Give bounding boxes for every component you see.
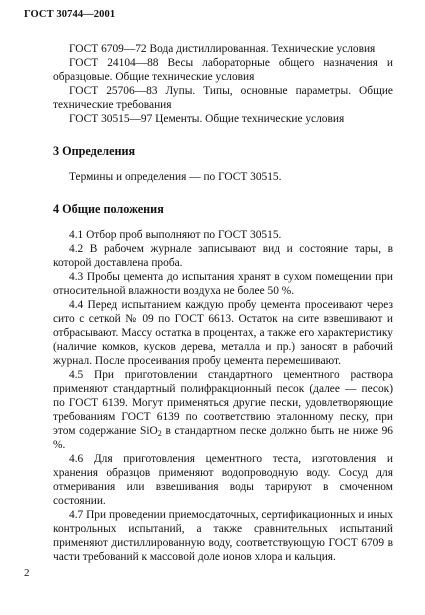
clause-4-5-text-b: в стандартном песке должно быть не ниже 96 %. bbox=[53, 425, 393, 451]
ref-gost-6709: ГОСТ 6709—72 Вода дистиллированная. Технические условия bbox=[69, 43, 376, 55]
clause-4-4: 4.4 Перед испытанием каждую пробу цемента просеивают через сито с сеткой № 09 по ГОСТ 6613. Остаток на сите взвешивают и отбрасывают. Массу остатка в процентах, а также его характеристику (наличие комков, кусков дерева, металла и пр.) заносят в рабочий журнал. После просеивания пробу цемента перемешивают. bbox=[53, 299, 393, 367]
clause-4-3: 4.3 Пробы цемента до испытания хранят в сухом помещении при относительной влажности воздуха не более 50 %. bbox=[53, 271, 393, 297]
clause-4-1: 4.1 Отбор проб выполняют по ГОСТ 30515. bbox=[69, 229, 282, 241]
clause-4-5-text-a: 4.5 При приготовлении стандартного цементного раствора применяют стандартный полифракционный песок (далее — песок) по ГОСТ 6139. Могут применяться другие пески, удовлетворяющие требованиям ГОСТ 6139 по соответствию эталонному песку, при этом содержание SiO bbox=[53, 369, 393, 437]
ref-gost-30515: ГОСТ 30515—97 Цементы. Общие технические условия bbox=[69, 113, 345, 125]
clause-4-2: 4.2 В рабочем журнале записывают вид и состояние тары, в которой доставлена проба. bbox=[53, 243, 393, 269]
clause-4-5 bbox=[53, 368, 393, 452]
page-number: 2 bbox=[24, 567, 30, 579]
ref-gost-25706: ГОСТ 25706—83 Лупы. Типы, основные параметры. Общие технические требования bbox=[53, 85, 393, 111]
section-3-text: Термины и определения — по ГОСТ 30515. bbox=[69, 171, 282, 183]
document-header: ГОСТ 30744—2001 bbox=[24, 9, 116, 20]
section-3-title: 3 Определения bbox=[53, 144, 136, 158]
clause-4-5-subscript: 2 bbox=[157, 429, 162, 438]
clause-4-7: 4.7 При проведении приемосдаточных, сертификационных и иных контрольных испытаний, а также сравнительных испытаний применяют дистиллированную воду, соответствующую ГОСТ 6709 в части требований к массовой доле ионов хлора и кальция. bbox=[53, 509, 393, 563]
section-4-title: 4 Общие положения bbox=[53, 202, 164, 216]
clause-4-6: 4.6 Для приготовления цементного теста, изготовления и хранения образцов применяют водопроводную воду. Сосуд для отмеривания или взвешивания воды тарируют в смоченном состоянии. bbox=[53, 453, 393, 507]
ref-gost-24104: ГОСТ 24104—88 Весы лабораторные общего назначения и образцовые. Общие технические условия bbox=[53, 57, 393, 83]
document-body bbox=[53, 42, 393, 564]
